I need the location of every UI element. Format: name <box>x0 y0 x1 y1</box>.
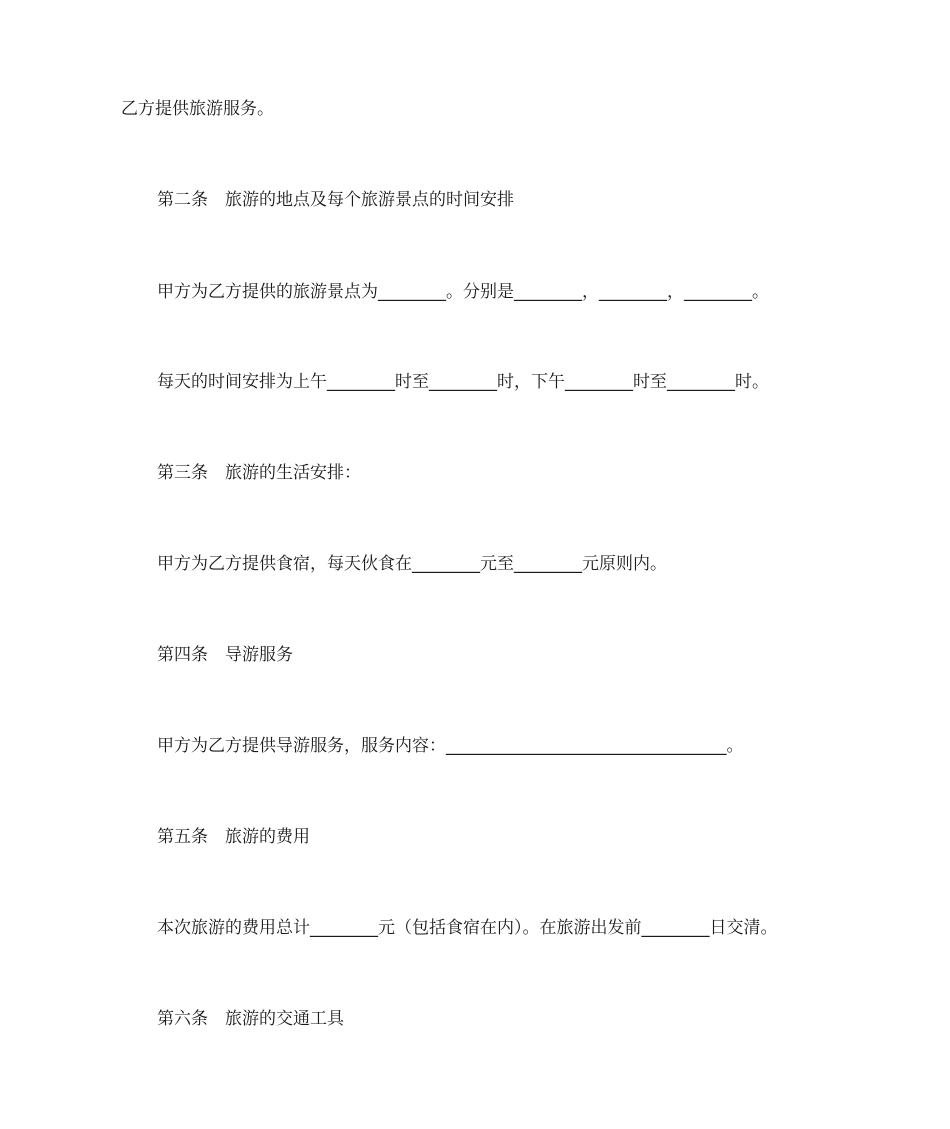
article-3-heading: 第三条 旅游的生活安排： <box>157 463 361 483</box>
paragraph-guide-service: 甲方为乙方提供导游服务，服务内容：_________________________________。 <box>157 736 744 756</box>
paragraph-fees: 本次旅游的费用总计________元（包括食宿在内）。在旅游出发前________日交清。 <box>157 918 778 938</box>
paragraph-service-provision: 乙方提供旅游服务。 <box>121 99 274 119</box>
article-2-heading: 第二条 旅游的地点及每个旅游景点的时间安排 <box>157 190 514 210</box>
paragraph-daily-schedule: 每天的时间安排为上午________时至________时，下午________时至________时。 <box>157 372 769 392</box>
article-4-heading: 第四条 导游服务 <box>157 645 293 665</box>
article-6-heading: 第六条 旅游的交通工具 <box>157 1009 344 1029</box>
article-5-heading: 第五条 旅游的费用 <box>157 827 310 847</box>
paragraph-tour-sites: 甲方为乙方提供的旅游景点为________。分别是________，________，________。 <box>157 282 769 302</box>
paragraph-meals-lodging: 甲方为乙方提供食宿，每天伙食在________元至________元原则内。 <box>157 554 667 574</box>
